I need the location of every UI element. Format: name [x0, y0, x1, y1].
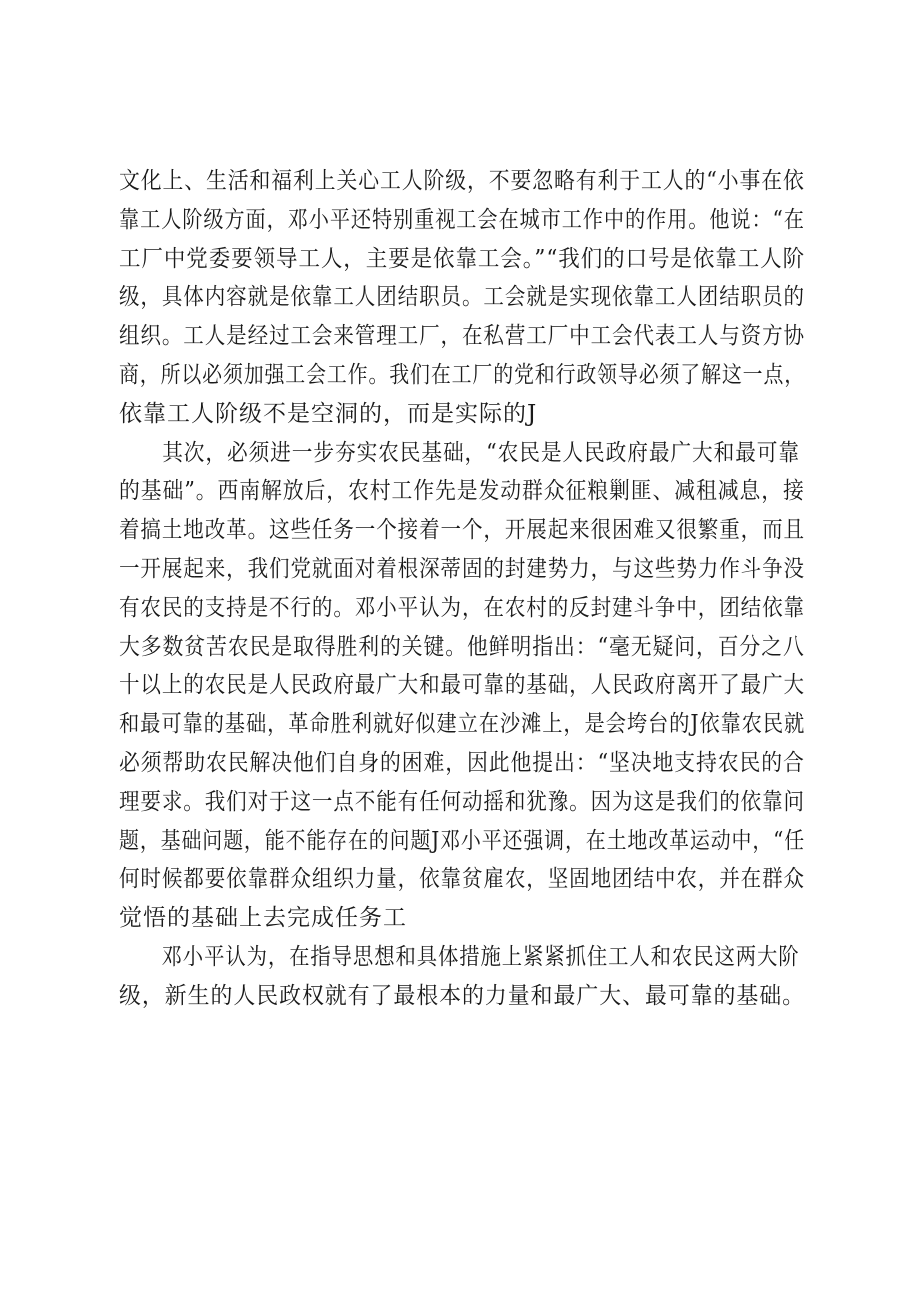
- text-line: 依靠工人阶级不是空洞的，而是实际的J: [119, 400, 538, 427]
- text-line: 商，所以必须加强工会工作。我们在工厂的党和行政领导必须了解这一点，: [119, 361, 806, 388]
- text-line: 和最可靠的基础，革命胜利就好似建立在沙滩上，是会垮台的J依靠农民就: [119, 711, 806, 738]
- text-line: 一开展起来，我们党就面对着根深蒂固的封建势力，与这些势力作斗争没: [119, 555, 805, 582]
- text-line: 文化上、生活和福利上关心工人阶级，不要忽略有利于工人的“小事在依: [119, 168, 805, 194]
- text-line: 级，新生的人民政权就有了最根本的力量和最广大、最可靠的基础。: [119, 982, 806, 1009]
- text-line: 工厂中党委要领导工人，主要是依靠工会。”“我们的口号是依靠工人阶: [119, 245, 806, 272]
- paragraph-3: [119, 938, 805, 1016]
- text-line: 级，具体内容就是依靠工人团结职员。工会就是实现依靠工人团结职员的: [119, 284, 805, 311]
- text-line: 着搞土地改革。这些任务一个接着一个，开展起来很困难又很繁重，而且: [119, 517, 805, 544]
- text-line: 其次，必须进一步夯实农民基础，“农民是人民政府最广大和最可靠: [162, 439, 801, 466]
- text-line: 组织。工人是经过工会来管理工厂，在私营工厂中工会代表工人与资方协: [119, 323, 805, 350]
- paragraph-2: [119, 434, 805, 938]
- text-line: 有农民的支持是不行的。邓小平认为，在农村的反封建斗争中，团结依靠: [119, 594, 805, 621]
- text-line: 大多数贫苦农民是取得胜利的关键。他鲜明指出：“毫无疑问，百分之八: [119, 633, 805, 660]
- text-line: 必须帮助农民解决他们自身的困难，因此他提出：“坚决地支持农民的合: [119, 749, 805, 776]
- text-line: 十以上的农民是人民政府最广大和最可靠的基础，人民政府离开了最广大: [119, 672, 805, 699]
- text-line: 理要求。我们对于这一点不能有任何动摇和犹豫。因为这是我们的依靠问: [119, 788, 805, 815]
- text-line: 邓小平认为，在指导思想和具体措施上紧紧抓住工人和农民这两大阶: [161, 943, 800, 970]
- text-line: 的基础”。西南解放后，农村工作先是发动群众征粮剿匪、减租减息，接: [119, 478, 805, 505]
- text-line: 靠工人阶级方面，邓小平还特别重视工会在城市工作中的作用。他说：“在: [119, 206, 805, 233]
- text-line: 题，基础问题，能不能存在的问题J邓小平还强调，在土地改革运动中，“任: [119, 827, 806, 854]
- text-line: 何时候都要依靠群众组织力量，依靠贫雇农，坚固地团结中农，并在群众: [119, 866, 805, 893]
- text-line: 觉悟的基础上去完成任务工: [119, 905, 407, 932]
- paragraph-1: [119, 162, 805, 434]
- document-body: [119, 162, 805, 1016]
